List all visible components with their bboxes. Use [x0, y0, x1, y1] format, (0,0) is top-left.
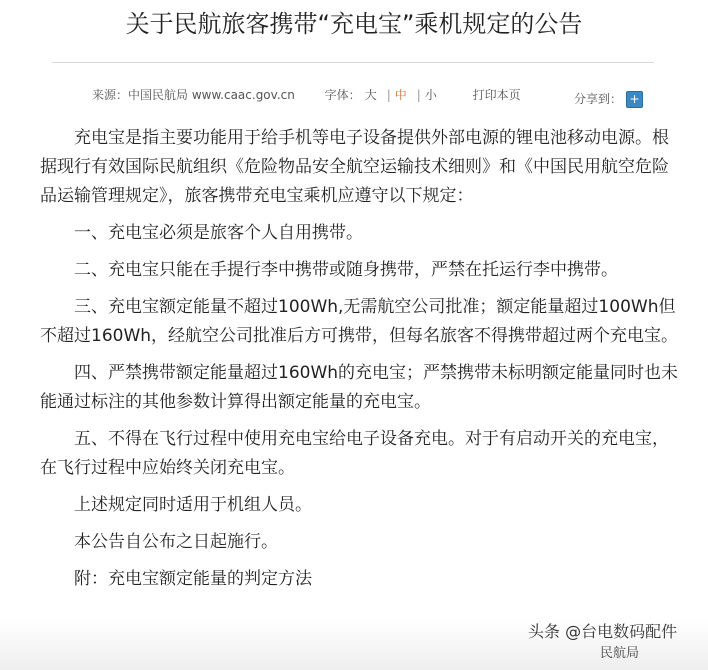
separator: | [416, 88, 421, 102]
article-body [40, 124, 684, 602]
page-title: 关于民航旅客携带“充电宝”乘机规定的公告 [125, 10, 583, 38]
divider [52, 62, 654, 63]
paragraph: 附：充电宝额定能量的判定方法 [74, 569, 312, 589]
paragraph: 本公告自公布之日起施行。 [74, 532, 278, 552]
font-size-label: 字体： [324, 88, 361, 102]
watermark-sub: 民航局 [600, 646, 640, 661]
font-size-small[interactable]: 小 [424, 88, 437, 102]
paragraph: 上述规定同时适用于机组人员。 [74, 495, 312, 515]
paragraph: 充电宝是指主要功能用于给手机等电子设备提供外部电源的锂电池移动电源。根据现行有效国际民航组织《危险物品安全航空运输技术细则》和《中国民用航空危险品运输管理规定》，旅客携带充电宝乘机应遵守以下规定： [40, 128, 669, 206]
meta-bar [92, 86, 525, 103]
separator: | [386, 88, 391, 102]
paragraph: 三、充电宝额定能量不超过100Wh,无需航空公司批准；额定能量超过100Wh但不超过160Wh，经航空公司批准后方可携带，但每名旅客不得携带超过两个充电宝。 [40, 297, 679, 346]
share-label: 分享到： [574, 92, 623, 106]
print-link[interactable]: 打印本页 [472, 88, 521, 102]
font-size-large[interactable]: 大 [364, 88, 377, 102]
source-text: 来源：中国民航局 www.caac.gov.cn [92, 88, 295, 102]
plus-icon[interactable]: + [626, 91, 643, 108]
paragraph: 一、充电宝必须是旅客个人自用携带。 [74, 223, 363, 243]
watermark: 头条 @台电数码配件 [528, 622, 678, 641]
font-size-medium[interactable]: 中 [394, 88, 407, 102]
paragraph: 四、严禁携带额定能量超过160Wh的充电宝；严禁携带未标明额定能量同时也未能通过标注的其他参数计算得出额定能量的充电宝。 [40, 363, 679, 412]
paragraph: 五、不得在飞行过程中使用充电宝给电子设备充电。对于有启动开关的充电宝，在飞行过程中应始终关闭充电宝。 [40, 429, 669, 478]
paragraph: 二、充电宝只能在手提行李中携带或随身携带，严禁在托运行李中携带。 [74, 260, 618, 280]
